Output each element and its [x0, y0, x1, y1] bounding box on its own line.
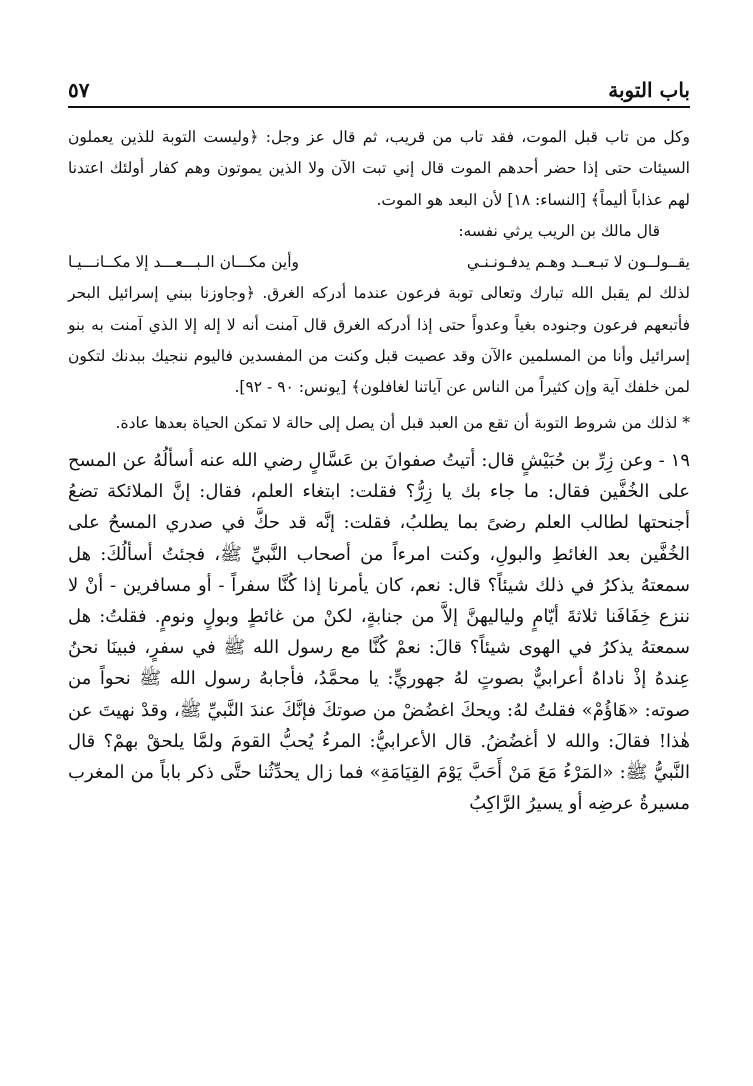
chapter-title: باب التوبة — [608, 78, 690, 102]
paragraph-repentance-before-death: وكل من تاب قبل الموت، فقد تاب من قريب، ثم قال عز وجل: ﴿وليست التوبة للذين يعملون السيئات حتى إذا حضر أحدهم الموت قال إني تبت الآن ولا الذين يموتون وهم كفار أولئك اعتدنا لهم عذاباً أليماً﴾ [النساء: ١٨] لأن البعد هو الموت. — [68, 128, 690, 209]
poetry-verse — [68, 247, 690, 278]
header-rule — [68, 106, 690, 108]
verse-second-hemistich: وأين مكـــان الـبـــعـــد إلا مكــانـــيـا — [68, 253, 300, 272]
verse-intro: قال مالك بن الريب يرثي نفسه: — [458, 221, 660, 240]
paragraph-pharaoh: لذلك لم يقبل الله تبارك وتعالى توبة فرعون عندما أدركه الغرق. ﴿وجاوزنا ببني إسرائيل البحر فأتبعهم فرعون وجنوده بغياً وعدواً حتى إذا أدركه الغرق قال آمنت أنه لا إله إلا الذي آمنت به بنو إسرائيل وأنا من المسلمين ءالآن وقد عصيت قبل وكنت من المفسدين فاليوم ننجيك ببدنك لتكون لمن خلفك آية وإن كثيراً من الناس عن آياتنا لغافلون﴾ [يونس: ٩٠ - ٩٢]. — [68, 284, 690, 397]
verse-first-hemistich: يقــولــون لا تبـعــد وهـم يدفـونـنـي — [466, 253, 690, 272]
document-page — [68, 70, 690, 819]
note-condition: * لذلك من شروط التوبة أن تقع من العبد قبل أن يصل إلى حالة لا تمكن الحياة بعدها عادة. — [115, 413, 690, 432]
page-number: ٥٧ — [68, 78, 90, 102]
running-header — [68, 70, 690, 102]
hadith-19: ١٩ - وعن زِرِّ بن حُبَيْشٍ قال: أتيتُ صفوانَ بن عَسَّالٍ رضي الله عنه أسألُهُ عن المسح على الخُفَّين فقال: ما جاء بك يا زِرُّ؟ فقلت: ابتغاء العلم، فقال: إنَّ الملائكة تضعُ أجنحتها لطالب العلم رضىً بما يطلبُ، فقلت: إنَّه قد حكَّ في صدري المسحُ على الخُفَّين بعد الغائطِ والبولِ، وكنت امرءاً من أصحاب النَّبيِّ ﷺ، فجئتُ أسألُكَ: هل سمعتهُ يذكرُ في ذلك شيئاً؟ قال: نعم، كان يأمرنا إذا كُنَّا سفراً - أو مسافرين - أنْ لا ننزع خِفَافَنا ثلاثةَ أيّامٍ ولياليهنَّ إلاَّ من جنابةٍ، لكنْ من غائطٍ وبولٍ ونومٍ. فقلتُ: هل سمعتهُ يذكرُ في الهوى شيئاً؟ قالَ: نعمْ كُنَّا مع رسول الله ﷺ في سفرٍ، فبينَا نحنُ عِندهُ إذْ ناداهُ أعرابيٌّ بصوتٍ لهُ جهوريٍّ: يا محمَّدُ، فأجابهُ رسول الله ﷺ نحواً من صوته: «هَاؤُمْ» فقلتُ لهُ: ويحكَ اغضُضْ من صوتكَ فإنَّكَ عندَ النَّبيِّ ﷺ، وقدْ نهيتَ عن هٰذا! فقالَ: والله لا أغضُضُ. قال الأعرابيُّ: المرءُ يُحبُّ القومَ ولمَّا يلحقْ بهمْ؟ قال النَّبيُّ ﷺ: «المَرْءُ مَعَ مَنْ أَحَبَّ يَوْمَ القِيَامَةِ» فما زال يحدِّثُنا حتَّى ذكر باباً من المغرب مسيرةُ عرضِه أو يسيرُ الرَّاكِبُ — [68, 449, 690, 815]
